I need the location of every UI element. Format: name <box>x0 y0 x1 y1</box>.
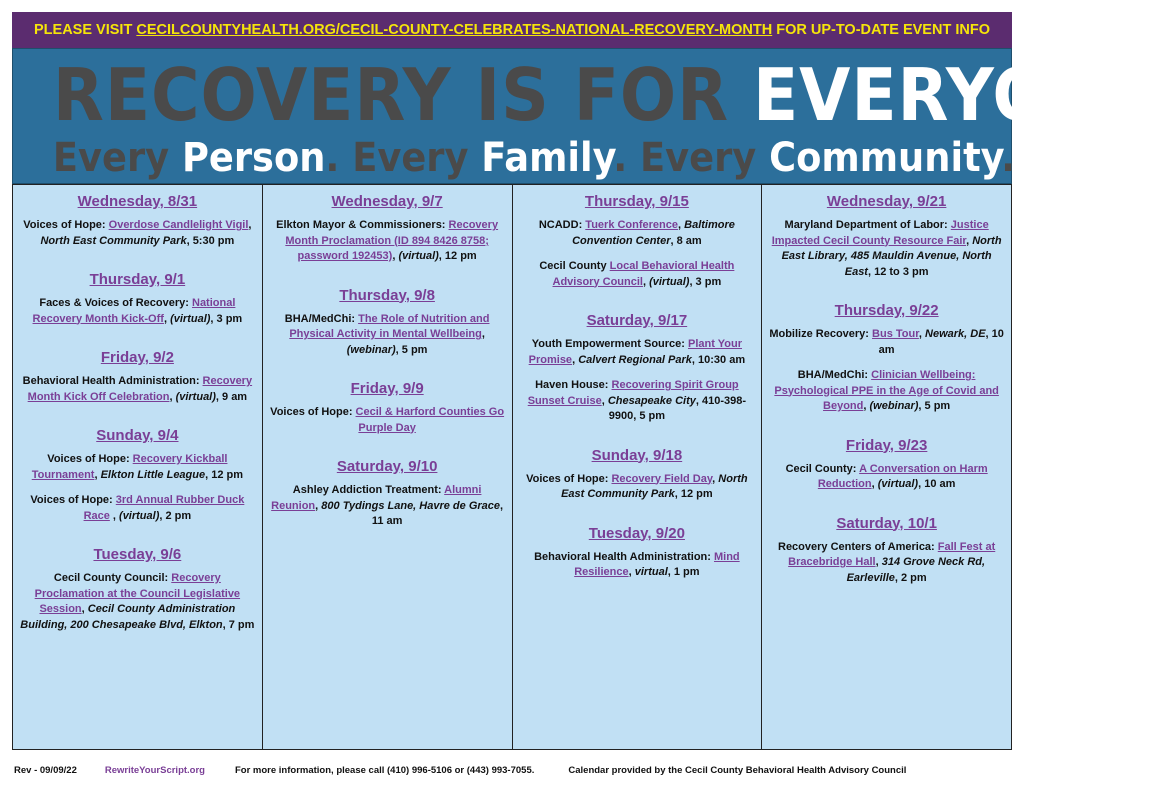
event-separator: , <box>601 394 608 407</box>
calendar-credit: Calendar provided by the Cecil County Behavioral Health Advisory Council <box>568 764 907 776</box>
tagline-community: Community <box>769 135 1002 181</box>
day-heading: Wednesday, 9/7 <box>331 193 443 210</box>
calendar-column <box>762 185 1011 749</box>
event-organizer: Voices of Hope: <box>23 219 109 231</box>
event-item <box>519 378 756 425</box>
event-location: North East Community Park <box>561 472 748 500</box>
event-separator: , <box>94 468 101 481</box>
website-link[interactable]: RewriteYourScript.org <box>104 764 205 776</box>
event-separator: , <box>315 499 322 512</box>
event-link[interactable]: The Role of Nutrition and Physical Activity in Mental Wellbeing <box>289 312 490 340</box>
event-organizer: BHA/MedChi: <box>284 312 359 325</box>
event-location: Elkton Little League <box>100 468 206 481</box>
event-separator: , <box>481 328 485 340</box>
event-location: (virtual) <box>175 390 216 403</box>
event-link[interactable]: Recovery Proclamation at the Council Legislative Session <box>34 572 241 615</box>
event-time: , 5 pm <box>395 343 428 356</box>
event-location: Cecil County Administration Building, 200 Chesapeake Blvd, Elkton <box>20 603 236 631</box>
event-organizer: Voices of Hope: <box>270 406 356 418</box>
headline-part-1: RECOVERY IS FOR <box>52 53 754 137</box>
event-time: , 7 pm <box>222 618 255 631</box>
event-location: Chesapeake City <box>607 394 696 407</box>
event-time: , 1 pm <box>667 566 700 578</box>
event-separator: , <box>678 219 685 231</box>
event-organizer: Voices of Hope: <box>30 494 116 506</box>
event-separator: , <box>81 603 88 615</box>
event-link[interactable]: National Recovery Month Kick-Off <box>32 297 236 325</box>
event-separator: , <box>572 353 579 366</box>
event-item <box>269 405 506 436</box>
event-time: , 8 am <box>670 234 702 247</box>
event-link[interactable]: Tuerk Conference <box>585 219 679 231</box>
event-location: (webinar) <box>346 343 396 356</box>
event-item <box>269 312 506 359</box>
day-heading: Saturday, 9/17 <box>586 312 688 329</box>
event-location: (virtual) <box>649 275 690 288</box>
contact-info: For more information, please call (410) 996-5106 or (443) 993-7055. <box>234 764 535 776</box>
event-time: , 12 to 3 pm <box>867 265 929 278</box>
event-link[interactable]: Plant Your Promise <box>528 338 742 366</box>
tagline-every-2: . Every <box>325 135 482 181</box>
event-item <box>519 337 756 368</box>
event-organizer: Cecil County <box>539 260 610 272</box>
event-location: (virtual) <box>877 478 919 490</box>
event-link[interactable]: Recovery Month Proclamation (ID 894 8426 8758; password 192453) <box>285 219 499 262</box>
event-organizer: Behavioral Health Administration: <box>22 375 203 387</box>
event-link[interactable]: Local Behavioral Health Advisory Council <box>552 260 735 288</box>
day-heading: Friday, 9/23 <box>845 436 928 454</box>
day-heading: Tuesday, 9/20 <box>588 524 685 542</box>
event-separator: , <box>169 390 176 403</box>
title-banner <box>12 48 1152 184</box>
event-time: , 12 pm <box>438 250 477 262</box>
event-time: , 9 am <box>215 390 248 403</box>
event-organizer: Recovery Centers of America: <box>778 540 938 553</box>
tagline-family: Family <box>481 135 614 181</box>
event-link[interactable]: Recovery Month Kick Off Celebration <box>27 375 253 403</box>
event-item <box>768 327 1005 358</box>
event-calendar-grid <box>12 184 1012 750</box>
event-link[interactable]: 3rd Annual Rubber Duck Race <box>83 494 245 522</box>
calendar-column <box>13 185 263 749</box>
event-separator: , <box>628 566 635 578</box>
event-organizer: Ashley Addiction Treatment: <box>292 484 445 496</box>
notice-prefix: PLEASE VISIT <box>34 22 133 38</box>
event-link[interactable]: Recovering Spirit Group Sunset Cruise <box>527 379 739 407</box>
event-location: 800 Tydings Lane, Havre de Grace <box>321 499 501 512</box>
event-separator: , <box>392 250 399 262</box>
event-time: , 10:30 am <box>691 353 746 366</box>
tagline-dot: . <box>1001 135 1016 181</box>
event-time: , 10 am <box>918 478 956 490</box>
event-organizer: NCADD: <box>538 219 586 231</box>
calendar-column <box>513 185 763 749</box>
event-location: North East Community Park <box>40 234 187 247</box>
event-item <box>269 218 506 265</box>
event-separator: , <box>966 234 973 247</box>
event-time: , 11 am <box>371 499 504 527</box>
calendar-column <box>263 185 513 749</box>
day-heading: Thursday, 9/1 <box>89 271 186 288</box>
event-link[interactable]: Justice Impacted Cecil County Resource Fair <box>771 219 989 247</box>
event-item <box>19 493 256 524</box>
event-organizer: Faces & Voices of Recovery: <box>39 297 192 309</box>
event-item <box>519 550 756 581</box>
event-separator: , <box>642 275 650 288</box>
event-time: , 5 pm <box>918 400 951 412</box>
event-separator: , <box>163 312 171 325</box>
event-item <box>19 452 256 483</box>
event-link[interactable]: Overdose Candlelight Vigil <box>108 219 249 231</box>
event-item <box>19 296 256 327</box>
top-notice-bar <box>12 12 1012 48</box>
event-link[interactable]: Bus Tour <box>872 328 919 340</box>
day-heading: Thursday, 9/15 <box>584 193 689 210</box>
event-location: (webinar) <box>869 400 919 412</box>
event-time: , 12 pm <box>205 468 244 481</box>
event-location: Calvert Regional Park <box>578 353 692 366</box>
event-link[interactable]: Recovery Kickball Tournament <box>31 453 228 481</box>
event-item <box>768 540 1005 587</box>
event-link[interactable]: Recovery Field Day <box>611 472 713 485</box>
event-location: North East Library, 485 Mauldin Avenue, North East <box>781 234 1002 278</box>
day-heading: Sunday, 9/4 <box>96 427 179 444</box>
event-time: , 5:30 pm <box>186 234 235 247</box>
event-location: (virtual) <box>170 312 211 325</box>
event-item <box>19 571 256 633</box>
event-item <box>519 218 756 249</box>
event-organizer: Maryland Department of Labor: <box>784 219 951 231</box>
event-organizer: Youth Empowerment Source: <box>531 338 688 350</box>
event-organizer: Cecil County: <box>785 462 860 475</box>
event-link[interactable]: Fall Fest at Bracebridge Hall <box>788 540 996 568</box>
event-time: , 12 pm <box>674 488 713 500</box>
day-heading: Thursday, 9/8 <box>339 286 435 304</box>
event-organizer: Behavioral Health Administration: <box>534 550 714 563</box>
event-time: , 2 pm <box>894 571 927 584</box>
event-time: , 410-398-9900, 5 pm <box>608 394 747 422</box>
day-heading: Thursday, 9/22 <box>834 302 939 319</box>
page-footer <box>12 760 1012 780</box>
headline-part-2: EVERYONE <box>753 53 1152 137</box>
event-separator: , <box>875 556 882 568</box>
event-location: Baltimore Convention Center <box>572 219 735 247</box>
day-heading: Wednesday, 9/21 <box>826 193 947 210</box>
event-link[interactable]: Alumni Reunion <box>271 484 482 512</box>
day-heading: Tuesday, 9/6 <box>93 546 182 563</box>
event-organizer: Elkton Mayor & Commissioners: <box>276 219 449 231</box>
event-item <box>768 462 1005 493</box>
event-separator: , <box>863 400 870 412</box>
event-item <box>19 374 256 405</box>
event-location: virtual <box>634 566 668 578</box>
day-heading: Saturday, 9/10 <box>336 458 438 475</box>
event-time: , 3 pm <box>210 312 243 325</box>
event-item <box>519 259 756 290</box>
event-organizer: Mobilize Recovery: <box>769 328 873 340</box>
event-info-link[interactable]: CECILCOUNTYHEALTH.ORG/CECIL-COUNTY-CELEBRATES-NATIONAL-RECOVERY-MONTH <box>136 22 773 38</box>
tagline-every-3: . Every <box>613 135 770 181</box>
tagline-every-1: Every <box>52 135 182 181</box>
event-link[interactable]: A Conversation on Harm Reduction <box>817 462 988 490</box>
event-organizer: Voices of Hope: <box>526 472 612 485</box>
event-item <box>768 368 1005 415</box>
event-time: , 3 pm <box>689 275 722 288</box>
banner-tagline <box>52 135 1016 181</box>
revision-date: Rev - 09/09/22 <box>14 764 77 776</box>
event-link[interactable]: Mind Resilience <box>574 550 740 578</box>
day-heading: Friday, 9/9 <box>350 380 424 397</box>
event-location: (virtual) <box>398 250 439 262</box>
event-organizer: Haven House: <box>535 379 612 391</box>
day-heading: Friday, 9/2 <box>100 349 174 366</box>
event-separator: , <box>918 328 926 340</box>
event-organizer: Cecil County Council: <box>53 572 172 584</box>
event-time: , 10 am <box>878 328 1004 356</box>
notice-suffix: FOR UP-TO-DATE EVENT INFO <box>776 22 990 38</box>
event-organizer: BHA/MedChi: <box>797 369 872 381</box>
day-heading: Sunday, 9/18 <box>591 446 683 464</box>
event-separator: , <box>712 472 719 485</box>
event-location: Newark, DE <box>925 328 986 340</box>
event-item <box>768 218 1005 280</box>
event-location: 314 Grove Neck Rd, Earleville <box>846 556 986 584</box>
event-link[interactable]: Clinician Wellbeing: Psychological PPE in the Age of Covid and Beyond <box>774 369 999 412</box>
event-separator: , <box>109 509 120 522</box>
event-time: , 2 pm <box>159 509 192 522</box>
event-item <box>519 472 756 503</box>
event-item <box>19 218 256 249</box>
banner-headline <box>52 49 1152 137</box>
event-separator: , <box>248 219 252 231</box>
day-heading: Wednesday, 8/31 <box>77 193 198 210</box>
day-heading: Saturday, 10/1 <box>836 514 937 532</box>
tagline-person: Person <box>181 135 326 181</box>
event-separator: , <box>871 478 878 490</box>
event-link[interactable]: Cecil & Harford Counties Go Purple Day <box>355 406 505 434</box>
event-location: (virtual) <box>119 509 160 522</box>
event-organizer: Voices of Hope: <box>47 453 133 465</box>
event-item <box>269 483 506 530</box>
